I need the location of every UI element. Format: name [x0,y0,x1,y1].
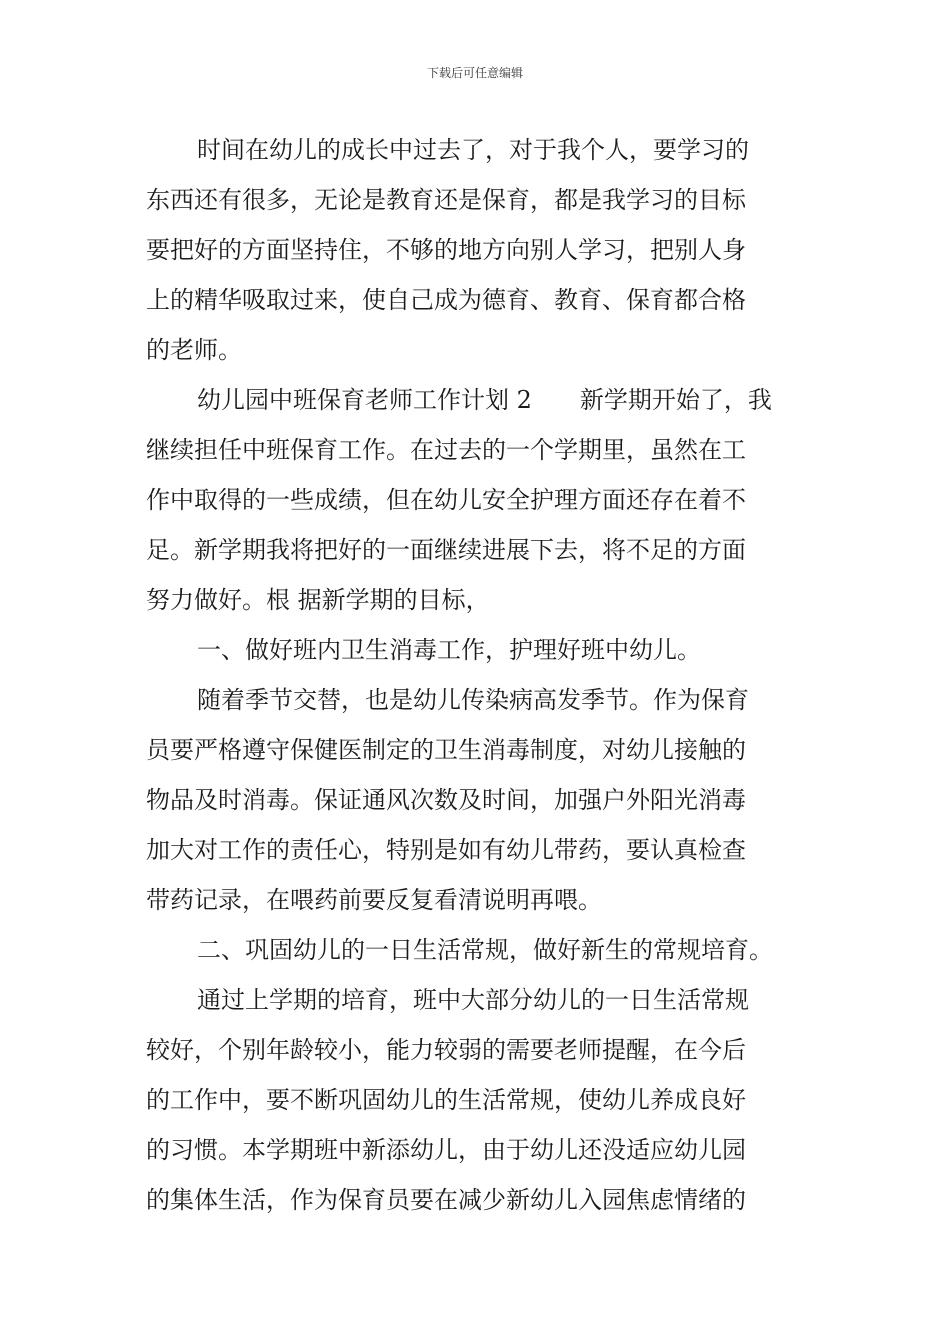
page-header: 下载后可任意编辑 [426,66,523,80]
paragraph-line: 要把好的方面坚持住，不够的地方向别人学习，把别人身 [146,236,746,264]
paragraph-line: 幼儿园中班保育老师工作计划 2 新学期开始了，我 [197,386,772,414]
paragraph-line: 足。新学期我将把好的一面继续进展下去，将不足的方面 [146,536,746,564]
paragraph-line: 的老师。 [146,336,242,364]
paragraph-line: 东西还有很多，无论是教育还是保育，都是我学习的目标 [146,186,746,214]
paragraph-line: 通过上学期的培育，班中大部分幼儿的一日生活常规 [197,986,749,1014]
section-heading: 二、巩固幼儿的一日生活常规，做好新生的常规培育。 [197,936,773,964]
paragraph-line: 的集体生活，作为保育员要在减少新幼儿入园焦虑情绪的 [146,1186,746,1214]
paragraph-line: 随着季节交替，也是幼儿传染病高发季节。作为保育 [197,686,749,714]
paragraph-line: 较好，个别年龄较小，能力较弱的需要老师提醒，在今后 [146,1036,746,1064]
paragraph-line: 的工作中，要不断巩固幼儿的生活常规，使幼儿养成良好 [146,1086,746,1114]
paragraph-line: 带药记录，在喂药前要反复看清说明再喂。 [146,886,602,914]
paragraph-line: 员要严格遵守保健医制定的卫生消毒制度，对幼儿接触的 [146,736,746,764]
paragraph-line: 的习惯。本学期班中新添幼儿，由于幼儿还没适应幼儿园 [146,1136,746,1164]
paragraph-line: 物品及时消毒。保证通风次数及时间，加强户外阳光消毒 [146,786,746,814]
document-body [146,125,808,1225]
paragraph-line: 努力做好。根 据新学期的目标， [146,586,490,614]
paragraph-line: 作中取得的一些成绩，但在幼儿安全护理方面还存在着不 [146,486,746,514]
paragraph-line: 继续担任中班保育工作。在过去的一个学期里，虽然在工 [146,436,746,464]
paragraph-line: 加大对工作的责任心，特别是如有幼儿带药，要认真检查 [146,836,746,864]
section-heading: 一、做好班内卫生消毒工作，护理好班中幼儿。 [197,636,701,664]
paragraph-line: 时间在幼儿的成长中过去了，对于我个人，要学习的 [197,136,749,164]
paragraph-line: 上的精华吸取过来，使自己成为德育、教育、保育都合格 [146,286,746,314]
